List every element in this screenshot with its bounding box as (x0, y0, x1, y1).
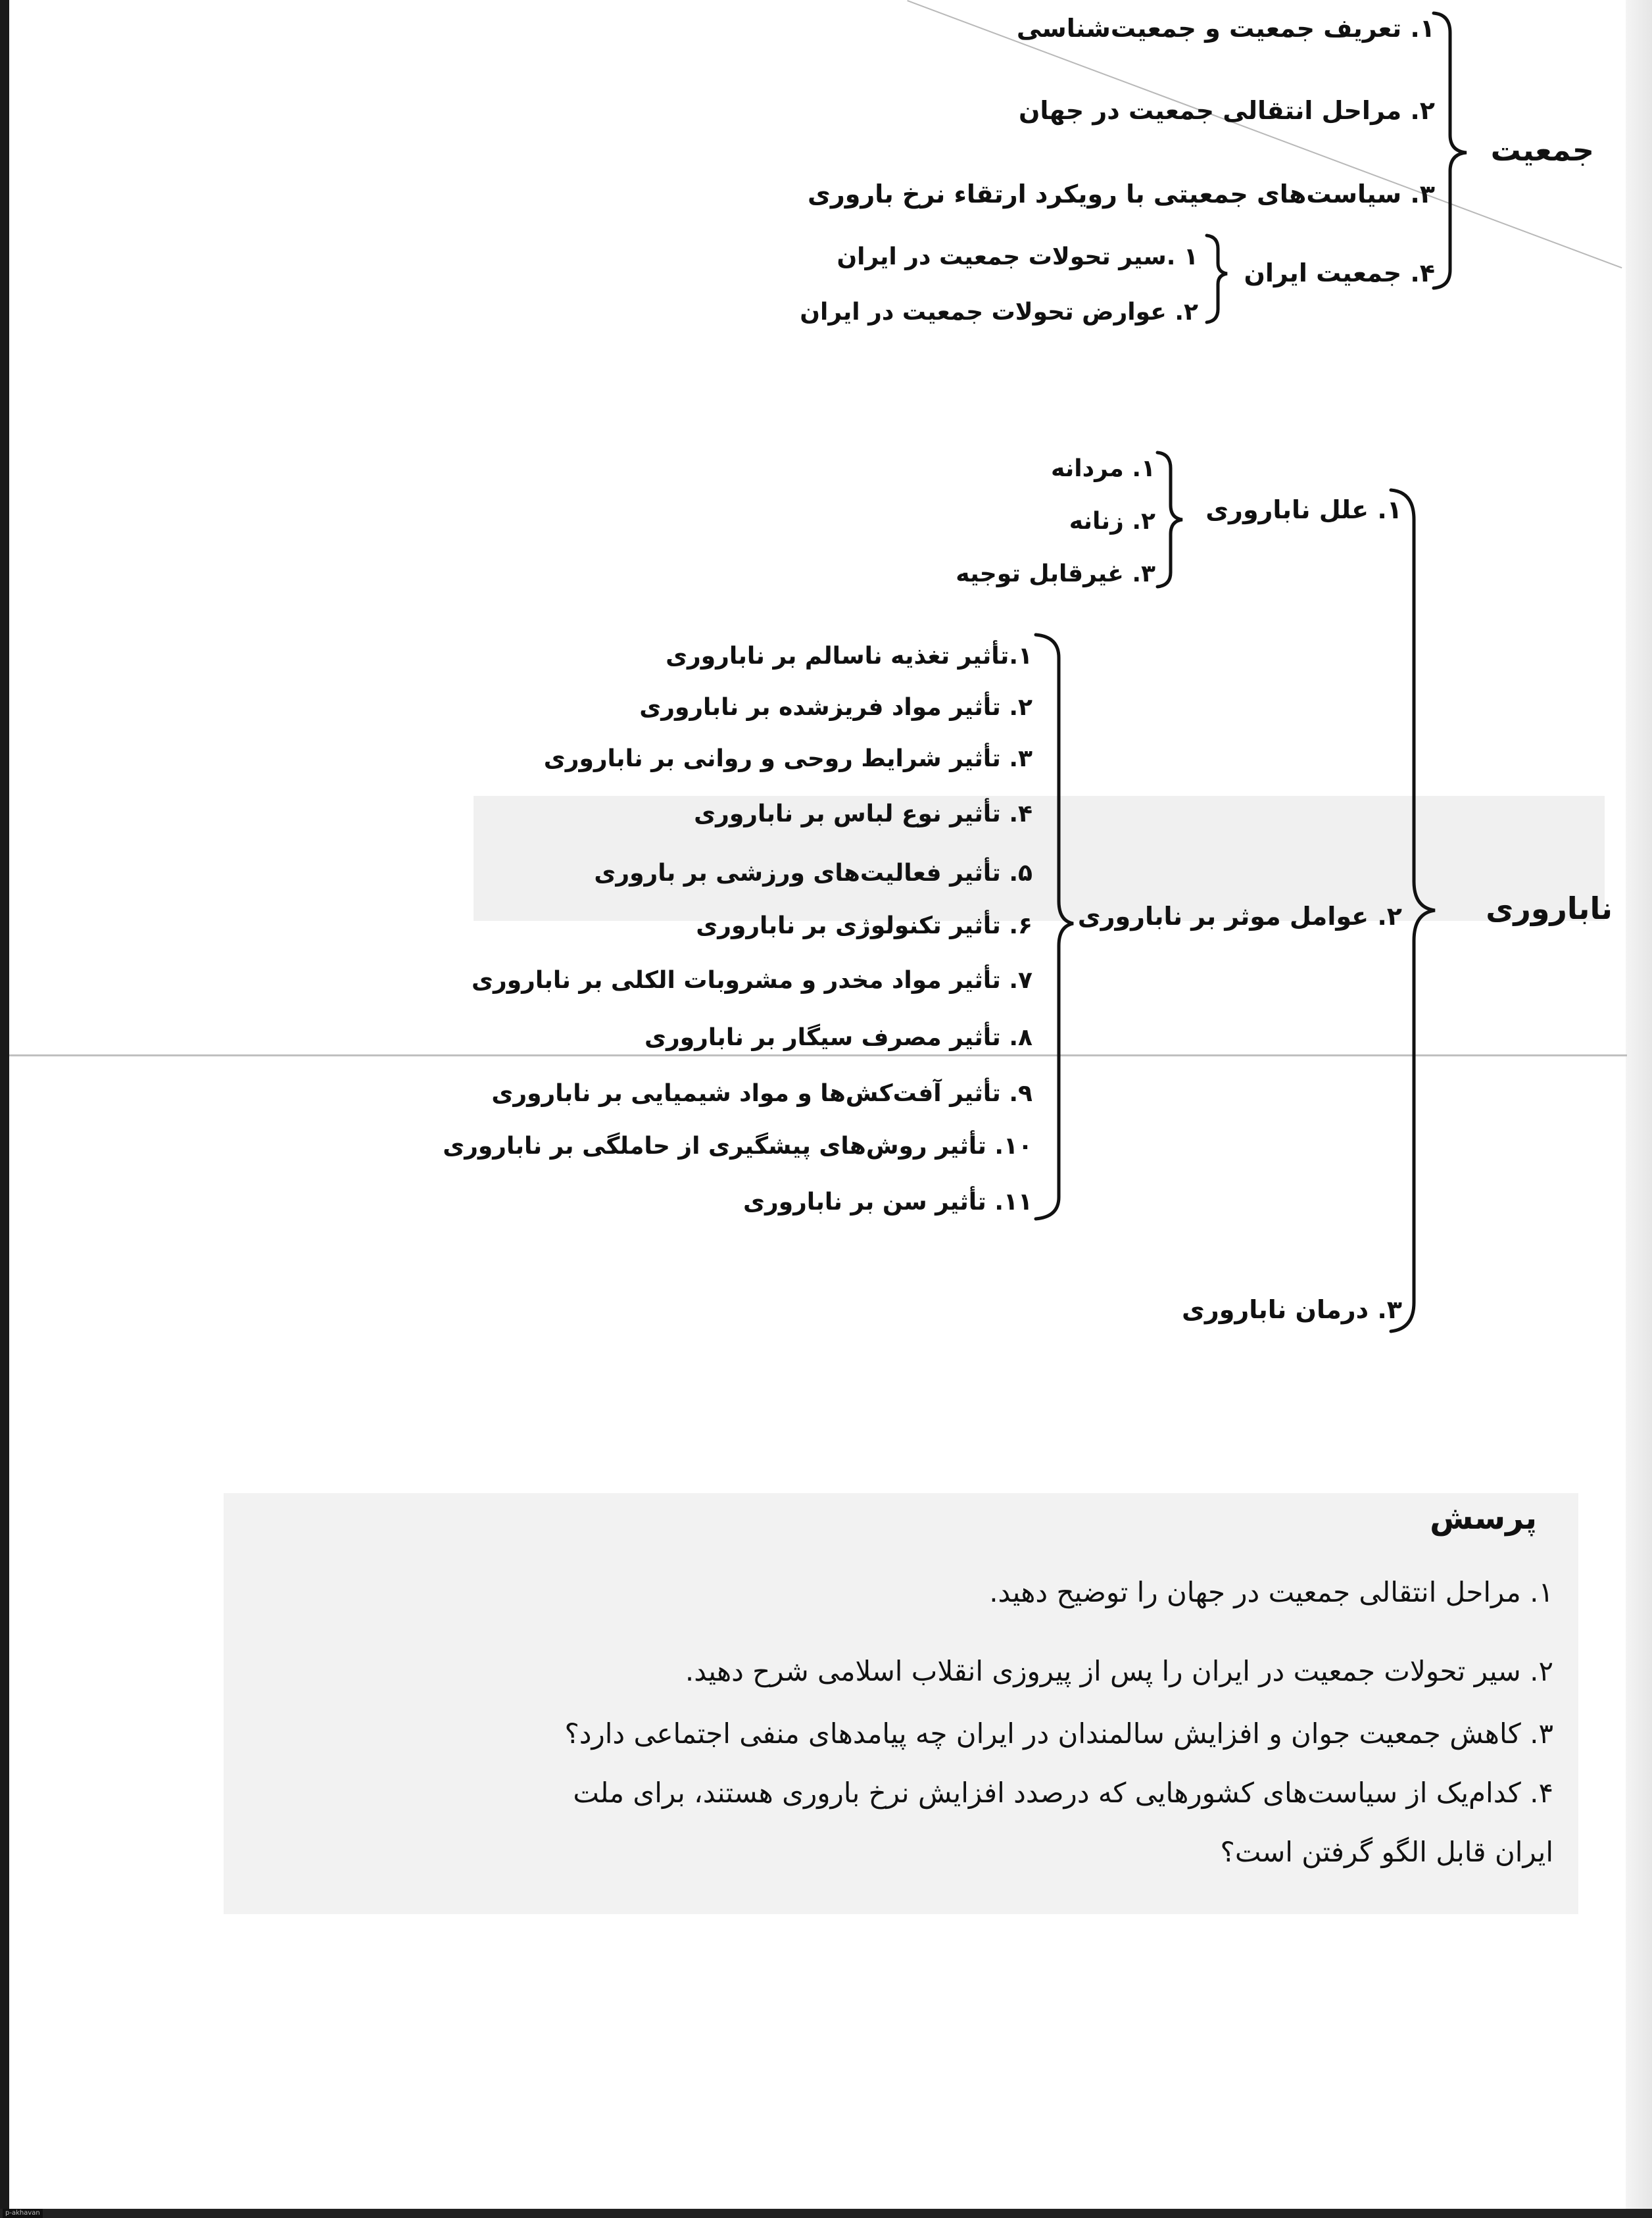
factor-4: ۴. تأثیر نوع لباس بر ناباروری (694, 801, 1032, 827)
footer-tag: p-akhavan (3, 2209, 43, 2218)
questions-heading: پرسش (1430, 1500, 1537, 1537)
question-1: ۱. مراحل انتقالی جمعیت در جهان را توضیح دهید. (989, 1576, 1553, 1608)
population-item-2: ۲. مراحل انتقالی جمعیت در جهان (1018, 96, 1435, 125)
bracket-causes (1157, 453, 1182, 587)
bracket-iran (1207, 235, 1227, 322)
factor-9: ۹. تأثیر آفت‌کش‌ها و مواد شیمیایی بر ناباروری (491, 1080, 1032, 1107)
population-item-4: ۴. جمعیت ایران (1244, 259, 1435, 287)
cause-2: ۲. زنانه (1069, 508, 1155, 535)
factor-6: ۶. تأثیر تکنولوژی بر ناباروری (696, 912, 1032, 939)
iran-subitem-1: ۱ .سیر تحولات جمعیت در ایران (837, 243, 1198, 270)
factor-2: ۲. تأثیر مواد فریزشده بر ناباروری (639, 694, 1032, 721)
population-item-1: ۱. تعریف جمعیت و جمعیت‌شناسی (1016, 14, 1435, 43)
population-item-3: ۳. سیاست‌های جمعیتی با رویکرد ارتقاء نرخ باروری (808, 180, 1435, 209)
question-3: ۳. کاهش جمعیت جوان و افزایش سالمندان در ایران چه پیامدهای منفی اجتماعی دارد؟ (564, 1717, 1553, 1750)
cause-1: ۱. مردانه (1050, 455, 1155, 482)
infertility-item-2: ۲. عوامل موثر بر ناباروری (1077, 902, 1402, 931)
question-2: ۲. سیر تحولات جمعیت در ایران را پس از پیروزی انقلاب اسلامی شرح دهید. (685, 1655, 1553, 1687)
factor-10: ۱۰. تأثیر روش‌های پیشگیری از حاملگی بر ناباروری (443, 1133, 1032, 1160)
bracket-factors (1036, 635, 1073, 1219)
factor-3: ۳. تأثیر شرایط روحی و روانی بر ناباروری (543, 745, 1032, 772)
infertility-item-1: ۱. علل ناباروری (1205, 495, 1402, 524)
iran-subitem-2: ۲. عوارض تحولات جمعیت در ایران (800, 299, 1198, 326)
question-4-continued: ایران قابل الگو گرفتن است؟ (1220, 1836, 1553, 1868)
scan-bottom-edge (0, 2209, 1652, 2218)
population-title: جمعیت (1490, 132, 1594, 168)
cause-3: ۳. غیرقابل توجیه (956, 560, 1155, 587)
infertility-item-3: ۳. درمان ناباروری (1182, 1295, 1402, 1324)
question-4: ۴. کدام‌یک از سیاست‌های کشورهایی که درصدد افزایش نرخ باروری هستند، برای ملت (573, 1777, 1553, 1809)
factor-1: ۱.تأثیر تغذیه ناسالم بر ناباروری (666, 643, 1032, 670)
bracket-population (1434, 13, 1467, 288)
factor-7: ۷. تأثیر مواد مخدر و مشروبات الکلی بر ناباروری (472, 967, 1032, 994)
factor-5: ۵. تأثیر فعالیت‌های ورزشی بر باروری (594, 860, 1032, 887)
factor-8: ۸. تأثیر مصرف سیگار بر ناباروری (644, 1024, 1032, 1051)
infertility-title: ناباروری (1486, 891, 1613, 926)
factor-11: ۱۱. تأثیر سن بر ناباروری (742, 1189, 1032, 1216)
